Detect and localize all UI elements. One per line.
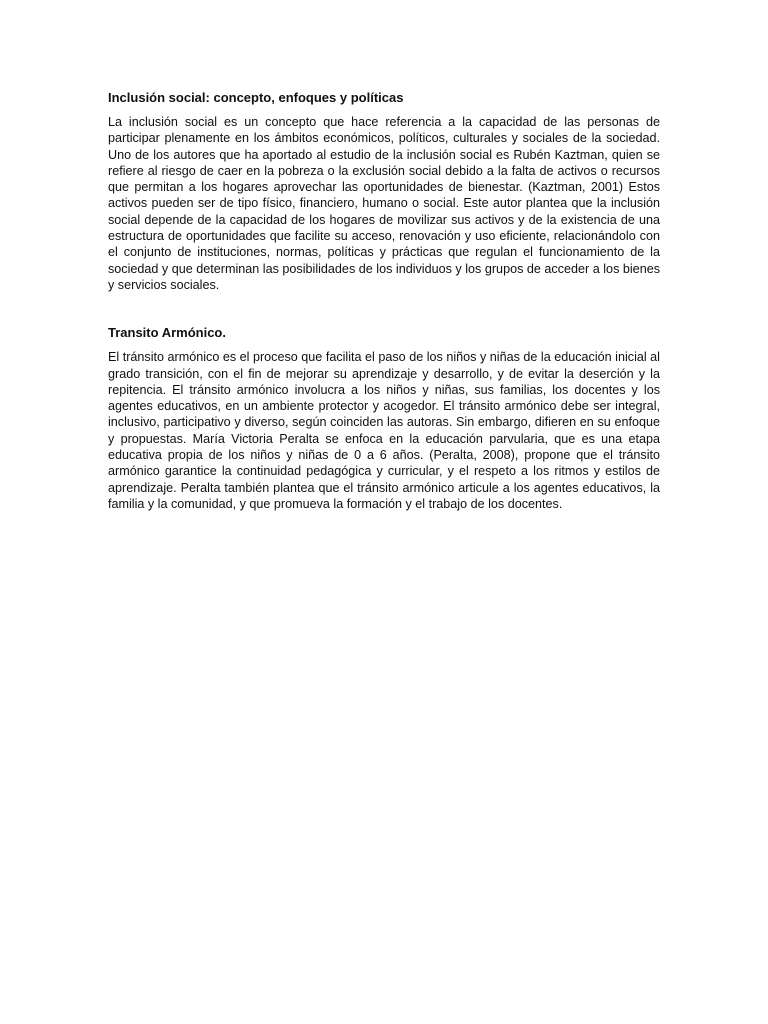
section-transito-armonico: [108, 325, 660, 512]
section-paragraph: El tránsito armónico es el proceso que facilita el paso de los niños y niñas de la educación inicial al grado transición, con el fin de mejorar su aprendizaje y desarrollo, y de evitar la deserción y la repitencia. El tránsito armónico involucra a los niños y niñas, sus familias, los docentes y los agentes educativos, en un ambiente protector y acogedor. El tránsito armónico debe ser integral, inclusivo, participativo y diverso, según coinciden las autoras. Sin embargo, difieren en su enfoque y propuestas. María Victoria Peralta se enfoca en la educación parvularia, que es una etapa educativa propia de los niños y niñas de 0 a 6 años. (Peralta, 2008), propone que el tránsito armónico garantice la continuidad pedagógica y curricular, y el respeto a los ritmos y estilos de aprendizaje. Peralta también plantea que el tránsito armónico articule a los agentes educativos, la familia y la comunidad, y que promueva la formación y el trabajo de los docentes.: [108, 350, 660, 511]
section-title: Inclusión social: concepto, enfoques y políticas: [108, 90, 404, 105]
section-inclusion-social: [108, 90, 660, 293]
section-title: Transito Armónico.: [108, 325, 226, 341]
section-paragraph: La inclusión social es un concepto que hace referencia a la capacidad de las personas de participar plenamente en los ámbitos económicos, políticos, culturales y sociales de la sociedad. Uno de los autores que ha aportado al estudio de la inclusión social es Rubén Kaztman, quien se refiere al riesgo de caer en la pobreza o la exclusión social debido a la falta de activos o recursos que permitan a los hogares aprovechar las oportunidades de bienestar. (Kaztman, 2001) Estos activos pueden ser de tipo físico, financiero, humano o social. Este autor plantea que la inclusión social depende de la capacidad de los hogares de movilizar sus activos y de la existencia de una estructura de oportunidades que facilite su acceso, renovación y uso eficiente, relacionándolo con el conjunto de instituciones, normas, políticas y prácticas que regulan el funcionamiento de la sociedad y que determinan las posibilidades de los individuos y los grupos de acceder a los bienes y servicios sociales.: [108, 115, 660, 292]
document-page: [108, 90, 660, 512]
